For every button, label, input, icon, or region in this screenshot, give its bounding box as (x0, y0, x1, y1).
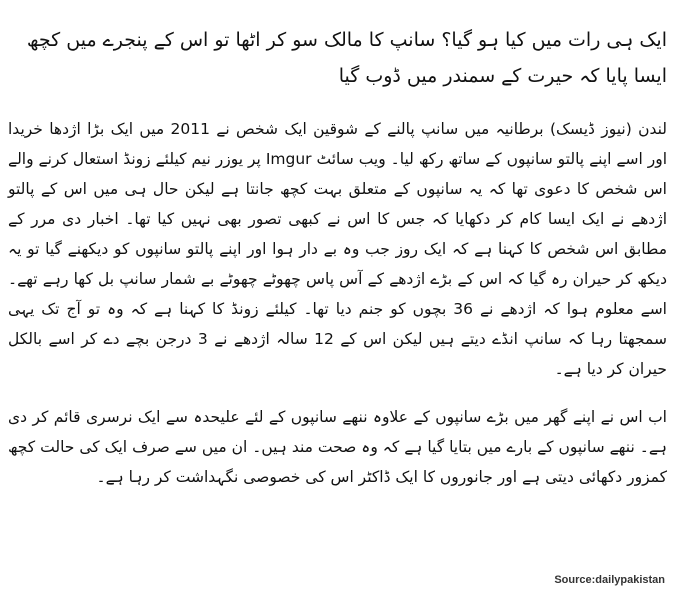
article-paragraph-1: لندن (نیوز ڈیسک) برطانیہ میں سانپ پالنے کے شوقین ایک شخص نے 2011 میں ایک بڑا اژدھا خریدا اور اسے اپنے پالتو سانپوں کے ساتھ رکھ لیا۔ ویب سائٹ Imgur پر یوزر نیم کیلئے زونڈ استعال کرنے والے اس شخص کا دعوی تھا کہ یہ سانپوں کے متعلق بہت کچھ جانتا ہے لیکن حال ہی میں اس کے پالتو اژدھے نے ایک ایسا کام کر دکھایا کہ جس کا اس نے کبھی تصور بھی نہیں کیا تھا۔ اخبار دی مرر کے مطابق اس شخص کا کہنا ہے کہ ایک روز جب وہ بے دار ہوا اور اپنے پالتو سانپوں کو دیکھنے گیا تو یہ دیکھ کر حیران رہ گیا کہ اس کے بڑے اژدھے کے آس پاس چھوٹے چھوٹے بے شمار سانپ بل کھا رہے تھے۔ اسے معلوم ہوا کہ اژدھے نے 36 بچوں کو جنم دیا تھا۔ کیلئے زونڈ کا کہنا ہے کہ وہ تو آج تک یہی سمجھتا رہا کہ سانپ انڈے دیتے ہیں لیکن اس کے 12 سالہ اژدھے نے 3 درجن بچے دے کر اسے بالکل حیران کر دیا ہے۔ (8, 120, 668, 378)
article-headline: ایک ہی رات میں کیا ہو گیا؟ سانپ کا مالک سو کر اٹھا تو اس کے پنجرے میں کچھ ایسا پایا کہ حیرت کے سمندر میں ڈوب گیا (26, 29, 667, 87)
source-credit: Source:dailypakistan (554, 574, 665, 586)
article-paragraph-2: اب اس نے اپنے گھر میں بڑے سانپوں کے علاوہ ننھے سانپوں کے لئے علیحدہ سے ایک نرسری قائم کر دی ہے۔ ننھے سانپوں کے بارے میں بتایا گیا ہے کہ وہ صحت مند ہیں۔ ان میں سے صرف ایک کی حالت کچھ کمزور دکھائی دیتی ہے اور جانوروں کا ایک ڈاکٹر اس کی خصوصی نگہداشت کر رہا ہے۔ (8, 408, 668, 486)
